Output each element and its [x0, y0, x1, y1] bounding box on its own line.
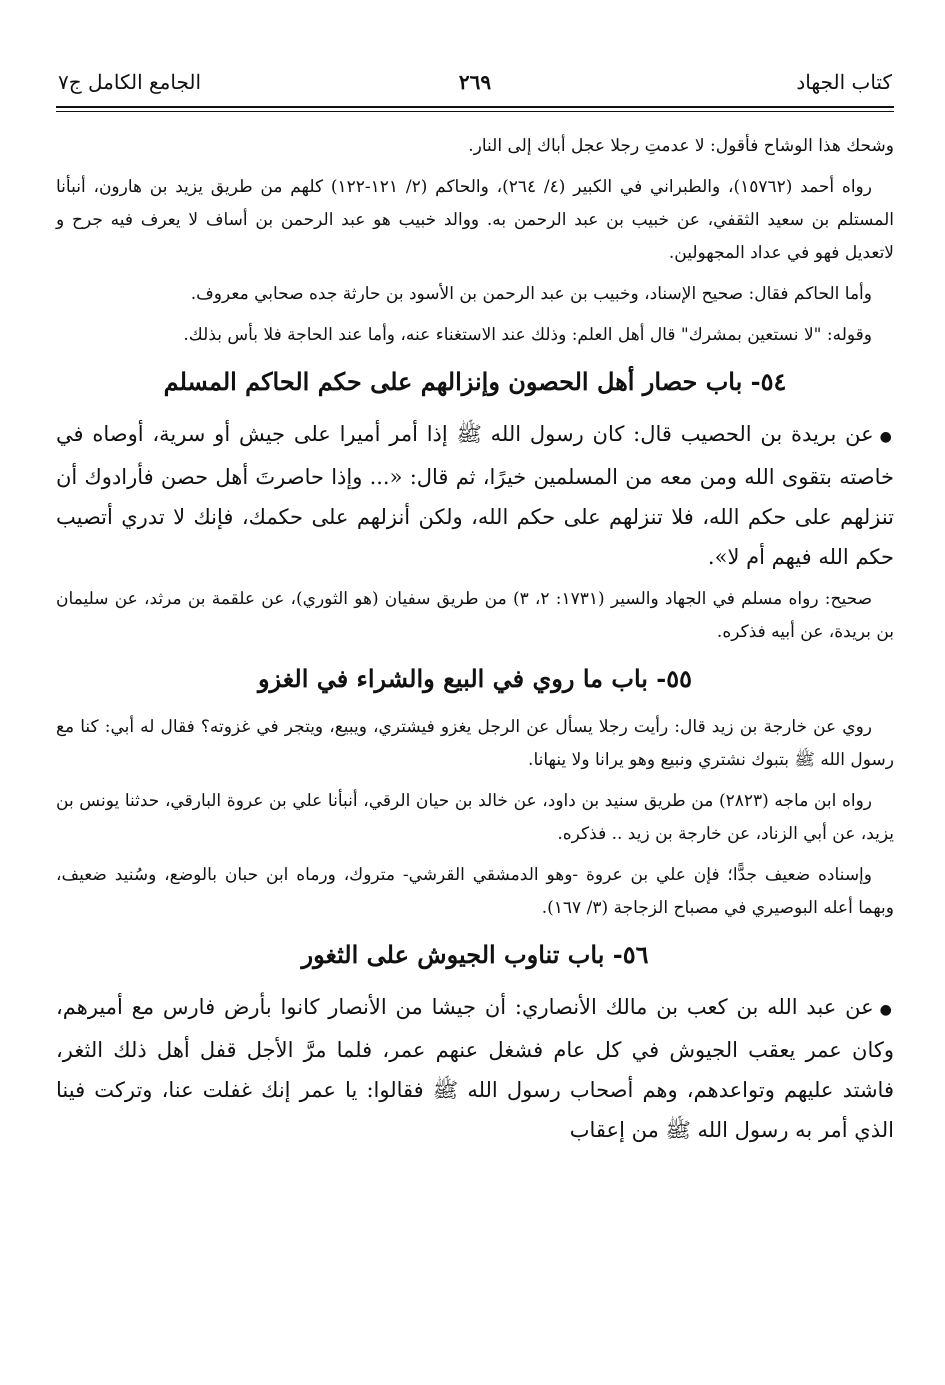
isnad-55: وإسناده ضعيف جدًّا؛ فإن علي بن عروة -وهو الدمشقي القرشي- متروك، ورماه ابن حبان بالوضع، وسُنيد ضعيف، وبهما أعله البوصيري في مصباح الزجاجة (٣/ ١٦٧). — [56, 865, 894, 918]
chapter-heading-55: ٥٥- باب ما روي في البيع والشراء في الغزو — [257, 664, 693, 693]
header-series-title: الجامع الكامل ج٧ — [58, 70, 202, 94]
commentary-paragraph: وقوله: "لا نستعين بمشرك" قال أهل العلم: وذلك عند الاستغناء عنه، وأما عند الحاجة فلا بأس بذلك. — [183, 325, 872, 345]
takhrij-paragraph: رواه أحمد (١٥٧٦٢)، والطبراني في الكبير (٤/ ٢٦٤)، والحاكم (٢/ ١٢١-١٢٢) كلهم من طريق يزيد بن هارون، أنبأنا المستلم بن سعيد الثقفي، عن خبيب بن عبد الرحمن به. ووالد خبيب هو عبد الرحمن بن أساف لا يعرف فيه جرح و لاتعديل فهو في عداد المجهولين. — [56, 177, 894, 263]
chapter-heading-54: ٥٤- باب حصار أهل الحصون وإنزالهم على حكم الحاكم المسلم — [163, 367, 787, 396]
book-page — [56, 58, 894, 1156]
hadith-56 — [56, 987, 894, 1150]
header-page-number: ٢٦٩ — [458, 70, 492, 94]
header-book-title: كتاب الجهاد — [796, 70, 892, 94]
hakim-paragraph: وأما الحاكم فقال: صحيح الإسناد، وخبيب بن عبد الرحمن بن الأسود بن حارثة جده صحابي معروف. — [190, 284, 872, 304]
report-55: روي عن خارجة بن زيد قال: رأيت رجلا يسأل عن الرجل يغزو فيشتري، ويبيع، ويتجر في غزوته؟ فقال له أبي: كنا مع رسول الله ﷺ بتبوك نشتري ونبيع وهو يرانا ولا ينهانا. — [56, 717, 894, 770]
takhrij-54: صحيح: رواه مسلم في الجهاد والسير (١٧٣١: ٢، ٣) من طريق سفيان (هو الثوري)، عن علقمة بن مرثد، عن سليمان بن بريدة، عن أبيه فذكره. — [56, 589, 894, 642]
takhrij-55: رواه ابن ماجه (٢٨٢٣) من طريق سنيد بن داود، عن خالد بن حيان الرقي، أنبأنا علي بن عروة البارقي، حدثنا يونس بن يزيد، عن أبي الزناد، عن خارجة بن زيد .. فذكره. — [56, 791, 894, 844]
continued-line: وشحك هذا الوشاح فأقول: لا عدمتِ رجلا عجل أباك إلى النار. — [468, 136, 894, 156]
chapter-heading-56: ٥٦- باب تناوب الجيوش على الثغور — [301, 940, 649, 969]
bullet-icon: ● — [879, 1002, 895, 1018]
hadith-56-text: عن عبد الله بن كعب بن مالك الأنصاري: أن جيشا من الأنصار كانوا بأرض فارس مع أميرهم، وكان عمر يعقب الجيوش في كل عام فشغل عنهم عمر، فلما مرَّ الأجل قفل أهل ذلك الثغر، فاشتد عليهم وتواعدهم، وهم أصحاب رسول الله ﷺ فقالوا: يا عمر إنك غفلت عنا، وتركت فينا الذي أمر به رسول الله ﷺ من إعقاب — [56, 995, 894, 1142]
hadith-54-text: عن بريدة بن الحصيب قال: كان رسول الله ﷺ إذا أمر أميرا على جيش أو سرية، أوصاه في خاصته بتقوى الله ومن معه من المسلمين خيرًا، ثم قال: «... وإذا حاصرتَ أهل حصن فأرادوك أن تنزلهم على حكم الله، فلا تنزلهم على حكم الله، ولكن أنزلهم على حكمك، فإنك لا تدري أتصيب حكم الله فيهم أم لا». — [56, 422, 894, 569]
bullet-icon: ● — [879, 429, 895, 445]
page-header — [56, 58, 894, 98]
header-rule — [56, 106, 894, 112]
hadith-54 — [56, 414, 894, 577]
